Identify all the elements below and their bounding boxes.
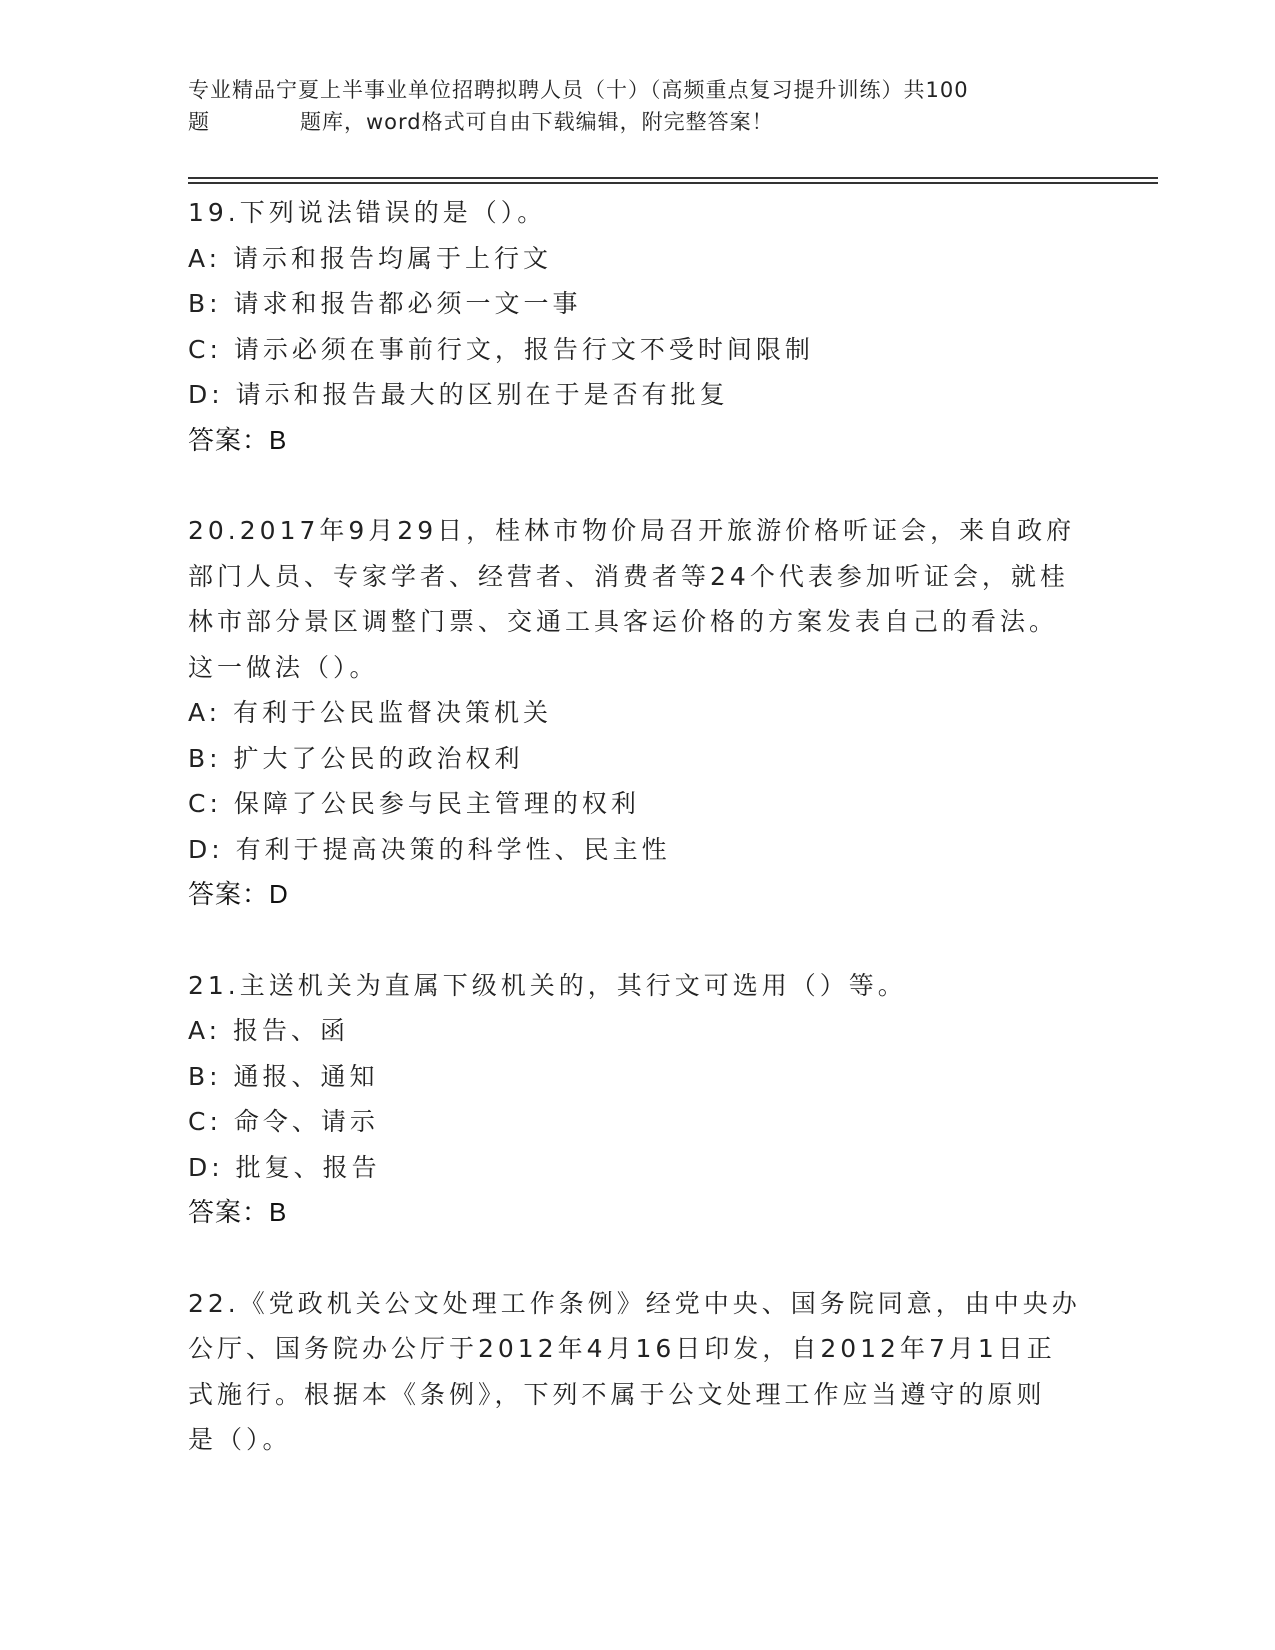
- question-text: 部门人员、专家学者、经营者、消费者等24个代表参加听证会，就桂: [188, 561, 1069, 591]
- question-text: 式施行。根据本《条例》，下列不属于公文处理工作应当遵守的原则: [188, 1379, 1046, 1409]
- question-text: 是（）。: [188, 1425, 292, 1454]
- header-divider-bottom: [188, 182, 1158, 184]
- option-d: D: 请示和报告最大的区别在于是否有批复: [188, 380, 729, 409]
- option-d: D: 批复、报告: [188, 1152, 381, 1182]
- document-header: [188, 74, 1088, 138]
- header-divider-top: [188, 177, 1158, 179]
- option-c: C: 保障了公民参与民主管理的权利: [188, 789, 640, 818]
- option-a: A: 请示和报告均属于上行文: [188, 243, 553, 273]
- question-text: 林市部分景区调整门票、交通工具客运价格的方案发表自己的看法。: [188, 607, 1059, 636]
- question-21: [188, 963, 1088, 1236]
- option-a: A: 报告、函: [188, 1016, 350, 1045]
- answer-label: 答案：B: [188, 1197, 288, 1227]
- question-text: 22.《党政机关公文处理工作条例》经党中央、国务院同意，由中央办: [188, 1288, 1081, 1318]
- option-c: C: 命令、请示: [188, 1107, 379, 1136]
- question-text: 20.2017年9月29日，桂林市物价局召开旅游价格听证会，来自政府: [188, 516, 1076, 545]
- header-title-line2: [188, 106, 1088, 138]
- answer-label: 答案：B: [188, 424, 288, 455]
- question-22: [188, 1281, 1088, 1463]
- question-text: 21.主送机关为直属下级机关的，其行文可选用（）等。: [188, 970, 907, 1000]
- option-b: B: 请求和报告都必须一文一事: [188, 289, 582, 318]
- question-text: 公厅、国务院办公厅于2012年4月16日印发，自2012年7月1日正: [188, 1334, 1056, 1363]
- option-b: B: 扩大了公民的政治权利: [188, 743, 524, 773]
- header-title-line2-right: 题库，word格式可自由下载编辑，附完整答案！: [300, 110, 774, 134]
- question-text: 这一做法（）。: [188, 652, 379, 682]
- question-text: 19.下列说法错误的是（）。: [188, 198, 547, 227]
- option-a: A: 有利于公民监督决策机关: [188, 698, 553, 727]
- option-b: B: 通报、通知: [188, 1061, 379, 1091]
- header-title-line2-left: 题: [188, 110, 210, 134]
- option-c: C: 请示必须在事前行文，报告行文不受时间限制: [188, 334, 814, 364]
- option-d: D: 有利于提高决策的科学性、民主性: [188, 834, 671, 864]
- question-20: [188, 508, 1088, 918]
- question-list: [188, 190, 1088, 1508]
- question-19: [188, 190, 1088, 463]
- answer-label: 答案：D: [188, 879, 289, 909]
- header-title-line1: 专业精品宁夏上半事业单位招聘拟聘人员（十）（高频重点复习提升训练）共100: [188, 78, 969, 102]
